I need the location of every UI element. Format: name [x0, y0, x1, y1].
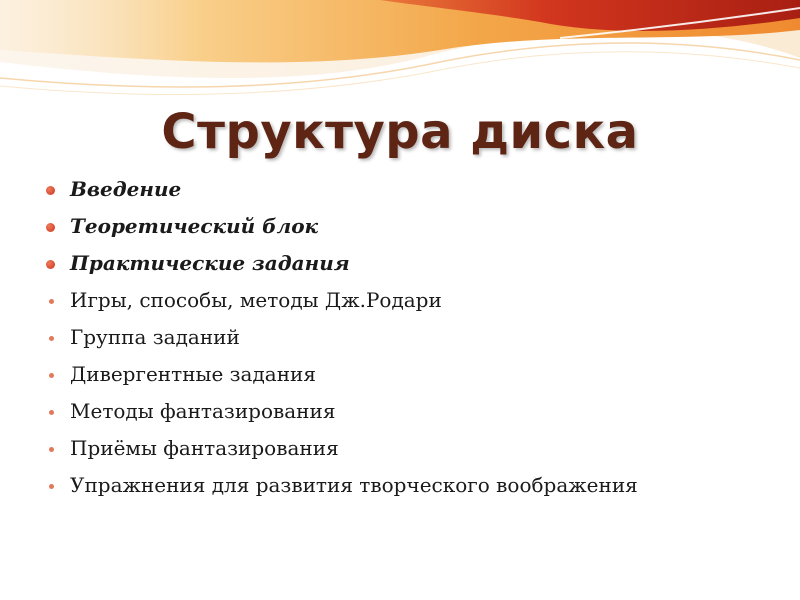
bullet-dot-icon	[49, 336, 54, 341]
bullet-item-fantasy-methods	[46, 393, 638, 430]
bullet-item-introduction	[46, 171, 638, 208]
bullet-label: Приёмы фантазирования	[70, 436, 339, 460]
bullet-item-theory-block	[46, 208, 638, 245]
bullet-item-fantasy-techniques	[46, 430, 638, 467]
header-wave-decoration	[0, 0, 800, 110]
bullet-dot-icon	[49, 484, 54, 489]
bullet-dot-icon	[49, 410, 54, 415]
bullet-label: Дивергентные задания	[70, 362, 316, 386]
bullet-item-rodari-games	[46, 282, 638, 319]
bullet-dot-icon	[46, 186, 55, 195]
page-title: Структура диска	[161, 104, 639, 160]
bullet-dot-icon	[49, 299, 54, 304]
bullet-dot-icon	[46, 223, 55, 232]
bullet-list	[46, 171, 638, 504]
bullet-item-imagination-exercises	[46, 467, 638, 504]
bullet-label: Игры, способы, методы Дж.Родари	[70, 288, 442, 312]
bullet-label: Теоретический блок	[70, 214, 319, 238]
bullet-item-divergent-tasks	[46, 356, 638, 393]
bullet-dot-icon	[49, 373, 54, 378]
bullet-dot-icon	[49, 447, 54, 452]
bullet-item-practical-tasks	[46, 245, 638, 282]
bullet-label: Введение	[70, 177, 182, 201]
bullet-label: Упражнения для развития творческого воображения	[70, 473, 638, 497]
bullet-item-task-group	[46, 319, 638, 356]
bullet-label: Практические задания	[70, 251, 350, 275]
bullet-label: Группа заданий	[70, 325, 240, 349]
bullet-dot-icon	[46, 260, 55, 269]
bullet-label: Методы фантазирования	[70, 399, 336, 423]
